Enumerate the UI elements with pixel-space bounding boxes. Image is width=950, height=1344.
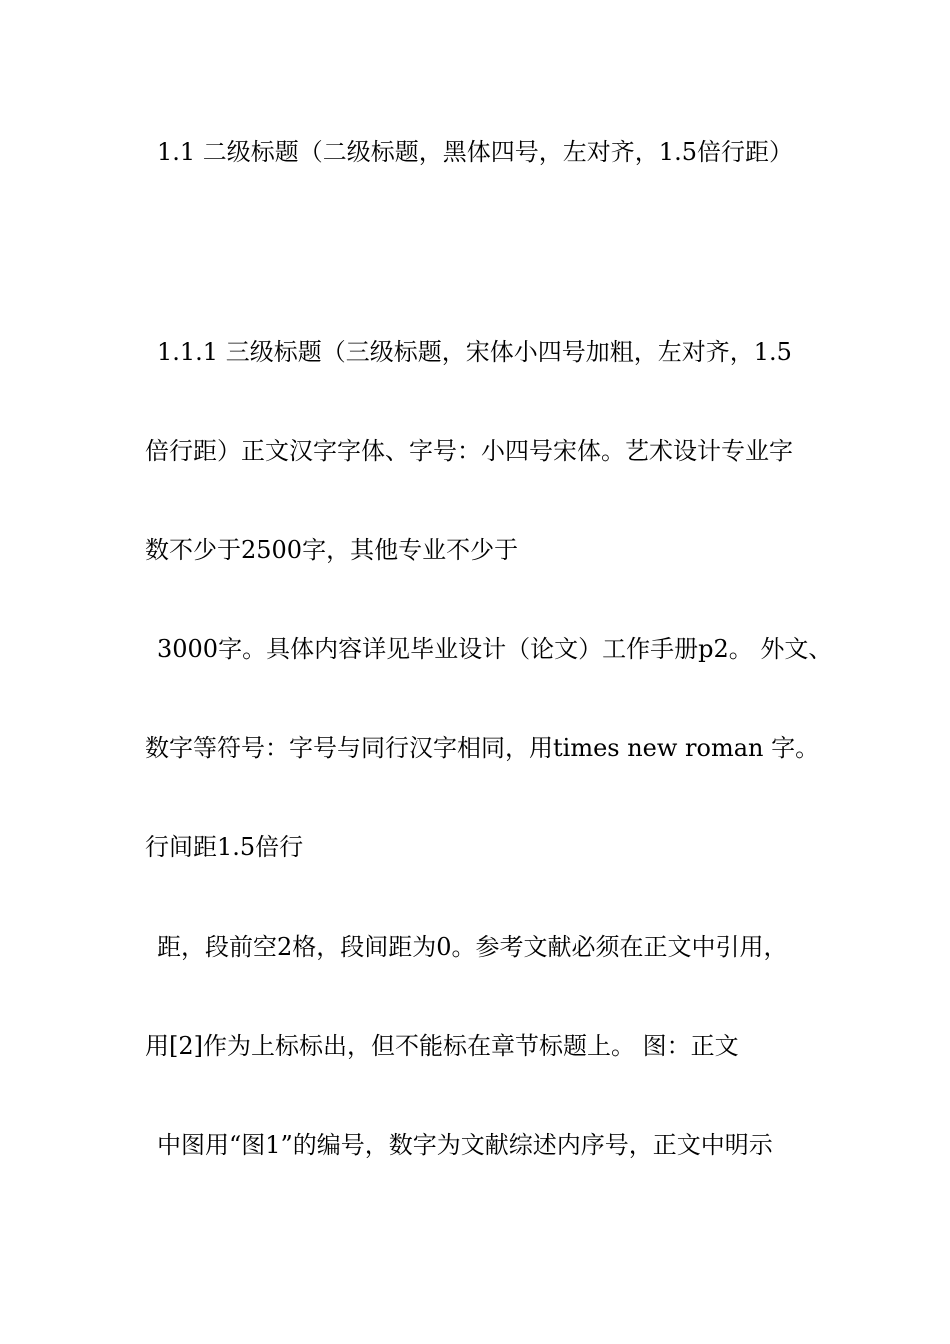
body-text-line: 距，段前空2格，段间距为0。参考文献必须在正文中引用，	[157, 933, 788, 961]
heading-level-2: 1.1 二级标题（二级标题，黑体四号，左对齐，1.5倍行距）	[157, 138, 793, 166]
heading-level-3: 1.1.1 三级标题（三级标题，宋体小四号加粗，左对齐，1.5	[157, 338, 792, 366]
body-text-line: 倍行距）正文汉字字体、字号：小四号宋体。艺术设计专业字	[145, 437, 793, 465]
body-text-line: 行间距1.5倍行	[145, 833, 304, 861]
body-text-line: 数字等符号：字号与同行汉字相同，用times new roman 字。	[145, 734, 820, 762]
body-text-line: 3000字。具体内容详见毕业设计（论文）工作手册p2。 外文、	[157, 635, 833, 663]
body-text-line: 用[2]作为上标标出，但不能标在章节标题上。 图：正文	[145, 1032, 739, 1060]
body-text-line: 数不少于2500字，其他专业不少于	[145, 536, 519, 564]
body-text-line: 中图用“图1”的编号，数字为文献综述内序号，正文中明示	[157, 1131, 773, 1159]
